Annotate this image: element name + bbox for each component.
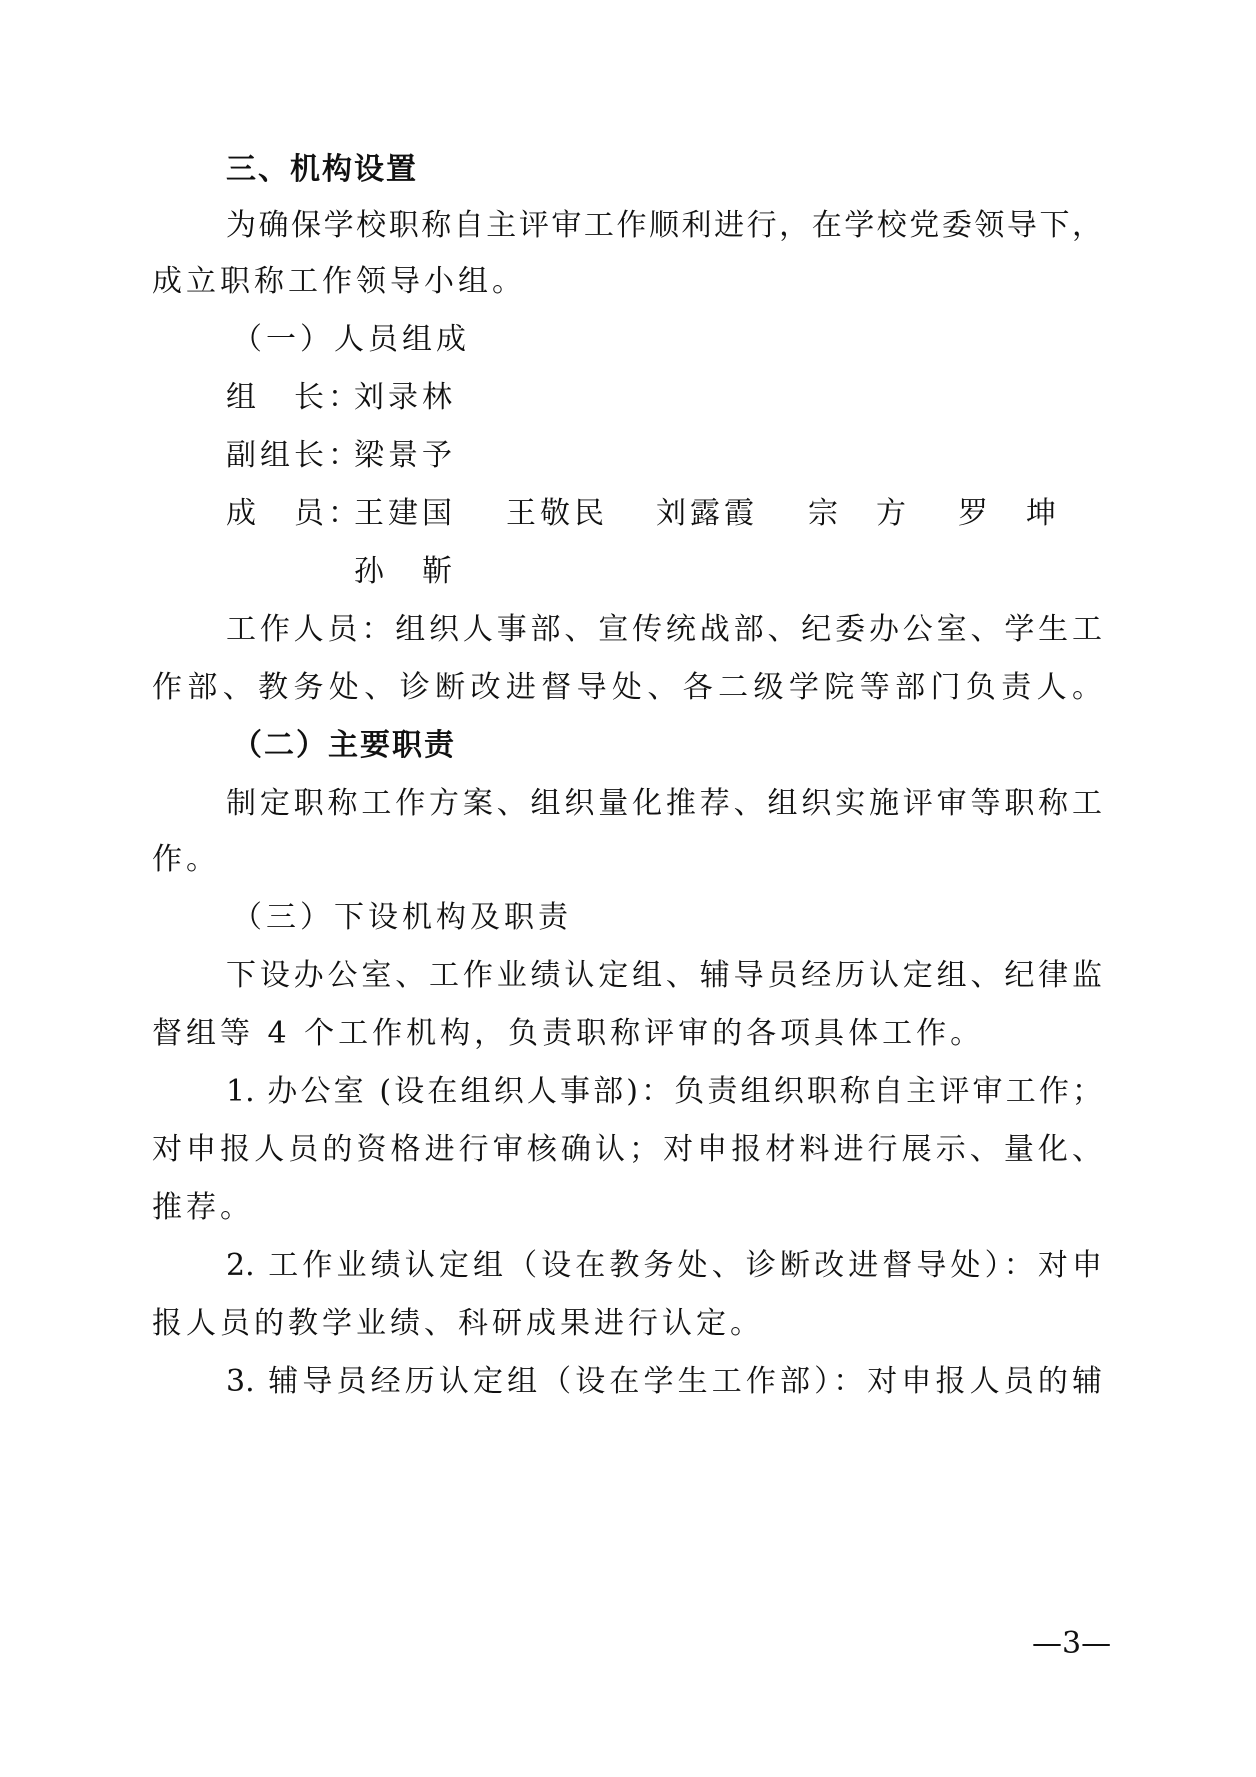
item1-line-2: 对申报人员的资格进行审核确认；对申报材料进行展示、量化、 bbox=[152, 1132, 1102, 1167]
member-name: 宗 方 bbox=[808, 496, 910, 531]
subunits-heading: （三）下设机构及职责 bbox=[232, 900, 572, 935]
subunits-line-2: 督组等 4 个工作机构，负责职称评审的各项具体工作。 bbox=[152, 1016, 985, 1051]
duties-line-2: 作。 bbox=[152, 842, 220, 877]
subunits-line-1: 下设办公室、工作业绩认定组、辅导员经历认定组、纪律监 bbox=[226, 958, 1102, 993]
deputy-name: 梁景予 bbox=[354, 438, 456, 473]
member-name: 孙 靳 bbox=[354, 554, 456, 589]
intro-line-2: 成立职称工作领导小组。 bbox=[152, 264, 526, 299]
member-name: 刘露霞 bbox=[656, 496, 758, 531]
members-label: 成 员： bbox=[226, 496, 362, 531]
duties-line-1: 制定职称工作方案、组织量化推荐、组织实施评审等职称工 bbox=[226, 786, 1102, 821]
item3-line-1: 3. 辅导员经历认定组（设在学生工作部）：对申报人员的辅 bbox=[226, 1364, 1102, 1399]
intro-line-1: 为确保学校职称自主评审工作顺利进行，在学校党委领导下， bbox=[226, 208, 1102, 243]
staff-line-1: 工作人员：组织人事部、宣传统战部、纪委办公室、学生工 bbox=[226, 612, 1102, 647]
item2-line-2: 报人员的教学业绩、科研成果进行认定。 bbox=[152, 1306, 764, 1341]
section-title: 三、机构设置 bbox=[226, 152, 418, 187]
member-name: 王敬民 bbox=[506, 496, 608, 531]
duties-heading: （二）主要职责 bbox=[232, 728, 456, 763]
leader-label: 组 长： bbox=[226, 380, 362, 415]
item2-line-1: 2. 工作业绩认定组（设在教务处、诊断改进督导处）：对申 bbox=[226, 1248, 1102, 1283]
personnel-heading: （一）人员组成 bbox=[232, 322, 470, 357]
leader-name: 刘录林 bbox=[354, 380, 456, 415]
staff-line-2: 作部、教务处、诊断改进督导处、各二级学院等部门负责人。 bbox=[152, 670, 1102, 705]
member-name: 王建国 bbox=[354, 496, 456, 531]
page-number: —3— bbox=[1032, 1626, 1112, 1661]
member-name: 罗 坤 bbox=[958, 496, 1060, 531]
deputy-label: 副组长： bbox=[226, 438, 362, 473]
item1-line-3: 推荐。 bbox=[152, 1190, 254, 1225]
item1-line-1: 1. 办公室 (设在组织人事部)：负责组织职称自主评审工作； bbox=[226, 1074, 1102, 1109]
